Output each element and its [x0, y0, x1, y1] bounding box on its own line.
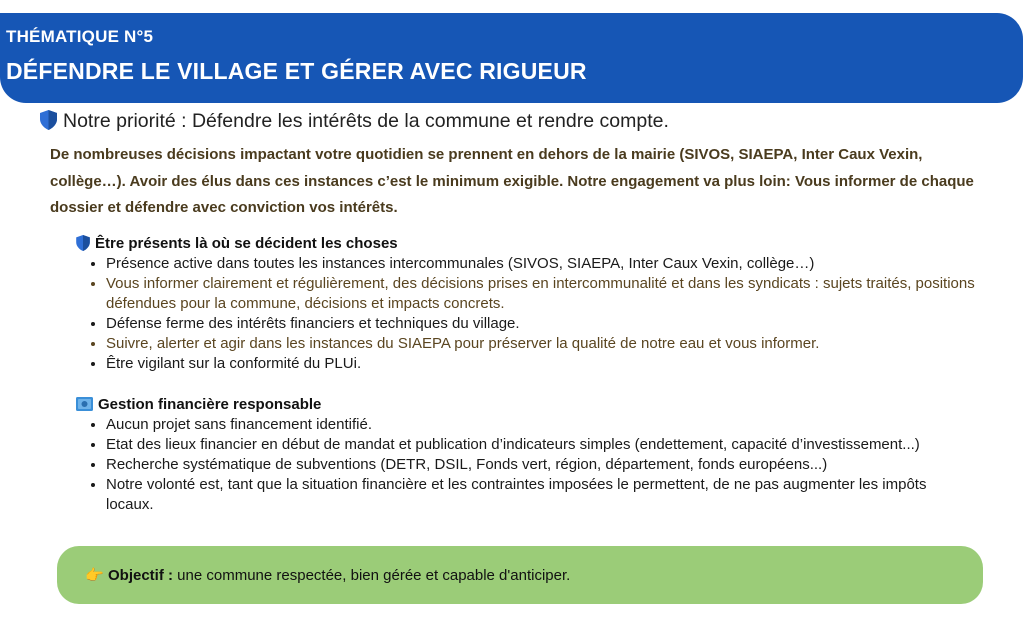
list-item: • Suivre, alerter et agir dans les instances du SIAEPA pour préserver la qualité de notre eau et vous informer.: [106, 334, 976, 354]
section-heading-text: Gestion financière responsable: [98, 396, 322, 413]
list-item: • Présence active dans toutes les instances intercommunales (SIVOS, SIAEPA, Inter Caux Vexin, collège…): [106, 254, 976, 274]
pointing-hand-icon: 👉: [85, 567, 104, 584]
presence-list: [76, 254, 976, 374]
list-item: • Défense ferme des intérêts financiers et techniques du village.: [106, 314, 976, 334]
shield-icon: [40, 110, 57, 130]
section-finance: [76, 395, 976, 515]
list-item: • Etat des lieux financier en début de mandat et publication d’indicateurs simples (endettement, capacité d’investissement...): [106, 435, 976, 455]
theme-title: DÉFENDRE LE VILLAGE ET GÉRER AVEC RIGUEUR: [6, 58, 587, 84]
list-item: • Notre volonté est, tant que la situation financière et les contraintes imposées le permettent, de ne pas augmenter les impôts locaux.: [106, 475, 976, 515]
section-heading: [76, 395, 976, 415]
objective-text: une commune respectée, bien gérée et capable d'anticiper.: [173, 567, 571, 584]
banknote-icon: [76, 396, 93, 412]
list-item: • Être vigilant sur la conformité du PLUi.: [106, 354, 976, 374]
section-heading: [76, 234, 976, 254]
objective-label: Objectif :: [108, 567, 174, 584]
list-item: • Recherche systématique de subventions (DETR, DSIL, Fonds vert, région, département, fonds européens...): [106, 455, 976, 475]
section-heading-text: Être présents là où se décident les choses: [95, 235, 398, 252]
objective-box: [57, 546, 983, 604]
shield-icon: [76, 235, 90, 251]
list-item: • Vous informer clairement et régulièrement, des décisions prises en intercommunalité et dans les syndicats : sujets traités, positions défendues pour la commune, décisions et impacts concrets.: [106, 274, 976, 314]
theme-number: THÉMATIQUE N°5: [6, 27, 154, 46]
priority-line: [40, 108, 669, 134]
list-item: • Aucun projet sans financement identifié.: [106, 415, 976, 435]
section-presence: [76, 234, 976, 374]
finance-list: [76, 415, 976, 515]
priority-text: Notre priorité : Défendre les intérêts de la commune et rendre compte.: [63, 110, 669, 132]
intro-paragraph: De nombreuses décisions impactant votre quotidien se prennent en dehors de la mairie (SIVOS, SIAEPA, Inter Caux Vexin, collège…). Avoir des élus dans ces instances c’est le minimum exigible. Notre engagement va plus loin: Vous informer de chaque dossier et défendre avec conviction vos intérêts.: [50, 146, 974, 216]
theme-banner: [0, 13, 1023, 103]
